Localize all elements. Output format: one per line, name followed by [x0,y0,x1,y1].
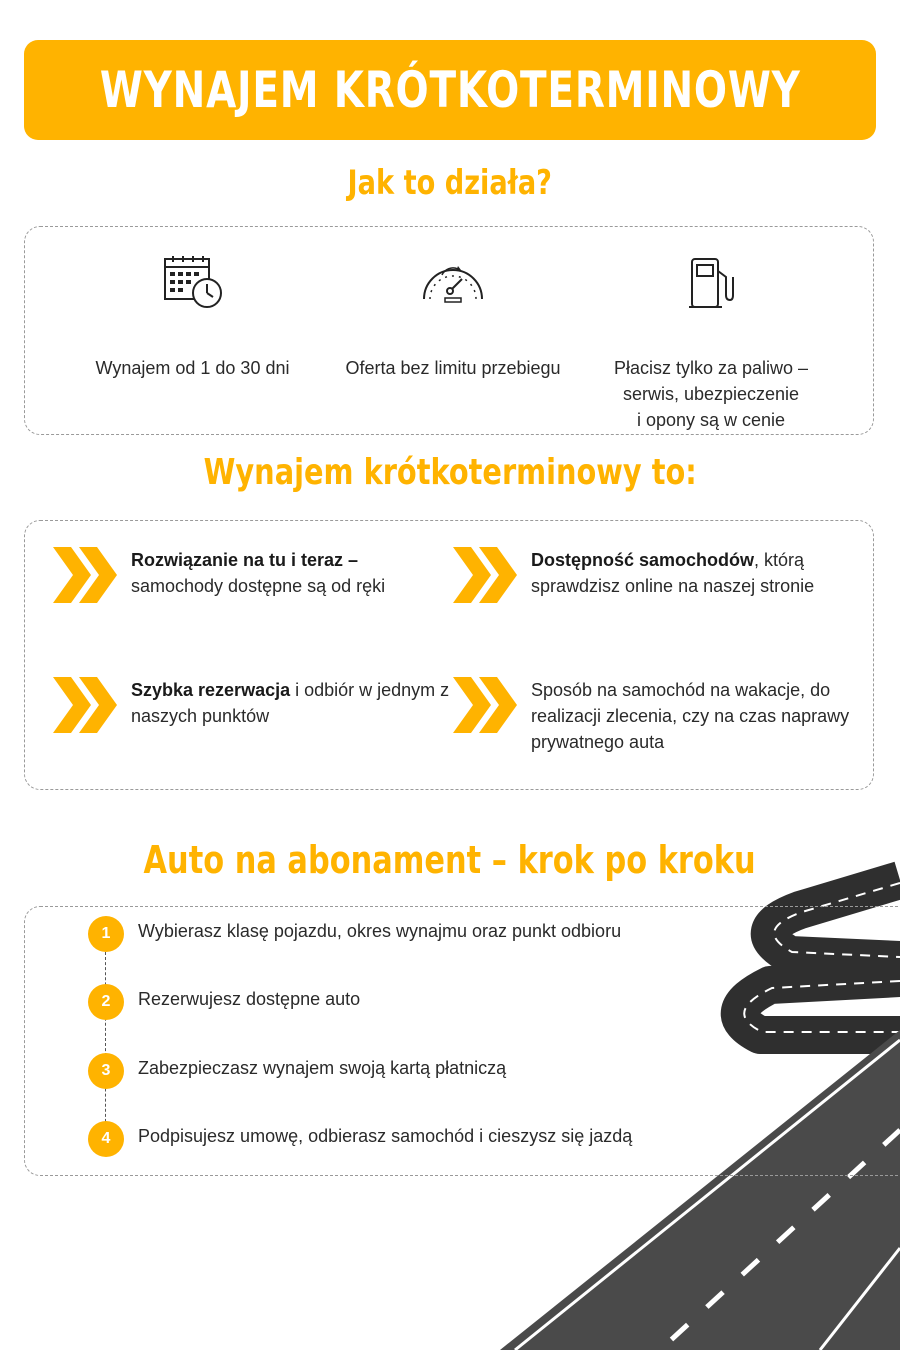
title-banner [24,40,876,140]
benefits-box: Rozwiązanie na tu i teraz – samochody dostępne są od ręki Dostępność samochodów, którą sprawdzisz online na naszej stronie Szybka rezerwacja i odbiór w jednym z naszych punktów Sposób na samochód na wakacje, do realizacji zlecenia, czy na czas naprawy prywatnego auta [24,520,874,790]
steps-heading: Auto na abonament – krok po kroku [143,838,757,882]
step-number: 4 [88,1121,124,1157]
step-text: Wybierasz klasę pojazdu, okres wynajmu oraz punkt odbioru [138,921,622,941]
speedometer-icon [420,255,486,305]
step-number: 1 [88,916,124,952]
step-text: Rezerwujesz dostępne auto [138,989,361,1009]
benefits-heading: Wynajem krótkoterminowy to: [203,452,697,493]
step-number: 2 [88,984,124,1020]
chevron-right-icon [53,677,119,733]
feature-mileage-text: Oferta bez limitu przebiegu [345,358,561,378]
step-text: Podpisujesz umowę, odbierasz samochód i cieszysz się jazdą [138,1126,633,1146]
chevron-right-icon [453,547,519,603]
step-number: 3 [88,1053,124,1089]
steps-connector [105,952,106,1132]
chevron-right-icon [453,677,519,733]
page-title: WYNAJEM KRÓTKOTERMINOWY [99,61,801,119]
calendar-clock-icon [161,255,225,311]
feature-fuel-text: Płacisz tylko za paliwo – serwis, ubezpieczenie i opony są w cenie [613,358,809,430]
fuel-pump-icon [688,255,734,311]
step-text: Zabezpieczasz wynajem swoją kartą płatniczą [138,1058,507,1078]
features-box [24,226,874,435]
feature-duration-text: Wynajem od 1 do 30 dni [95,358,290,378]
how-it-works-heading: Jak to działa? [347,163,553,203]
chevron-right-icon [53,547,119,603]
